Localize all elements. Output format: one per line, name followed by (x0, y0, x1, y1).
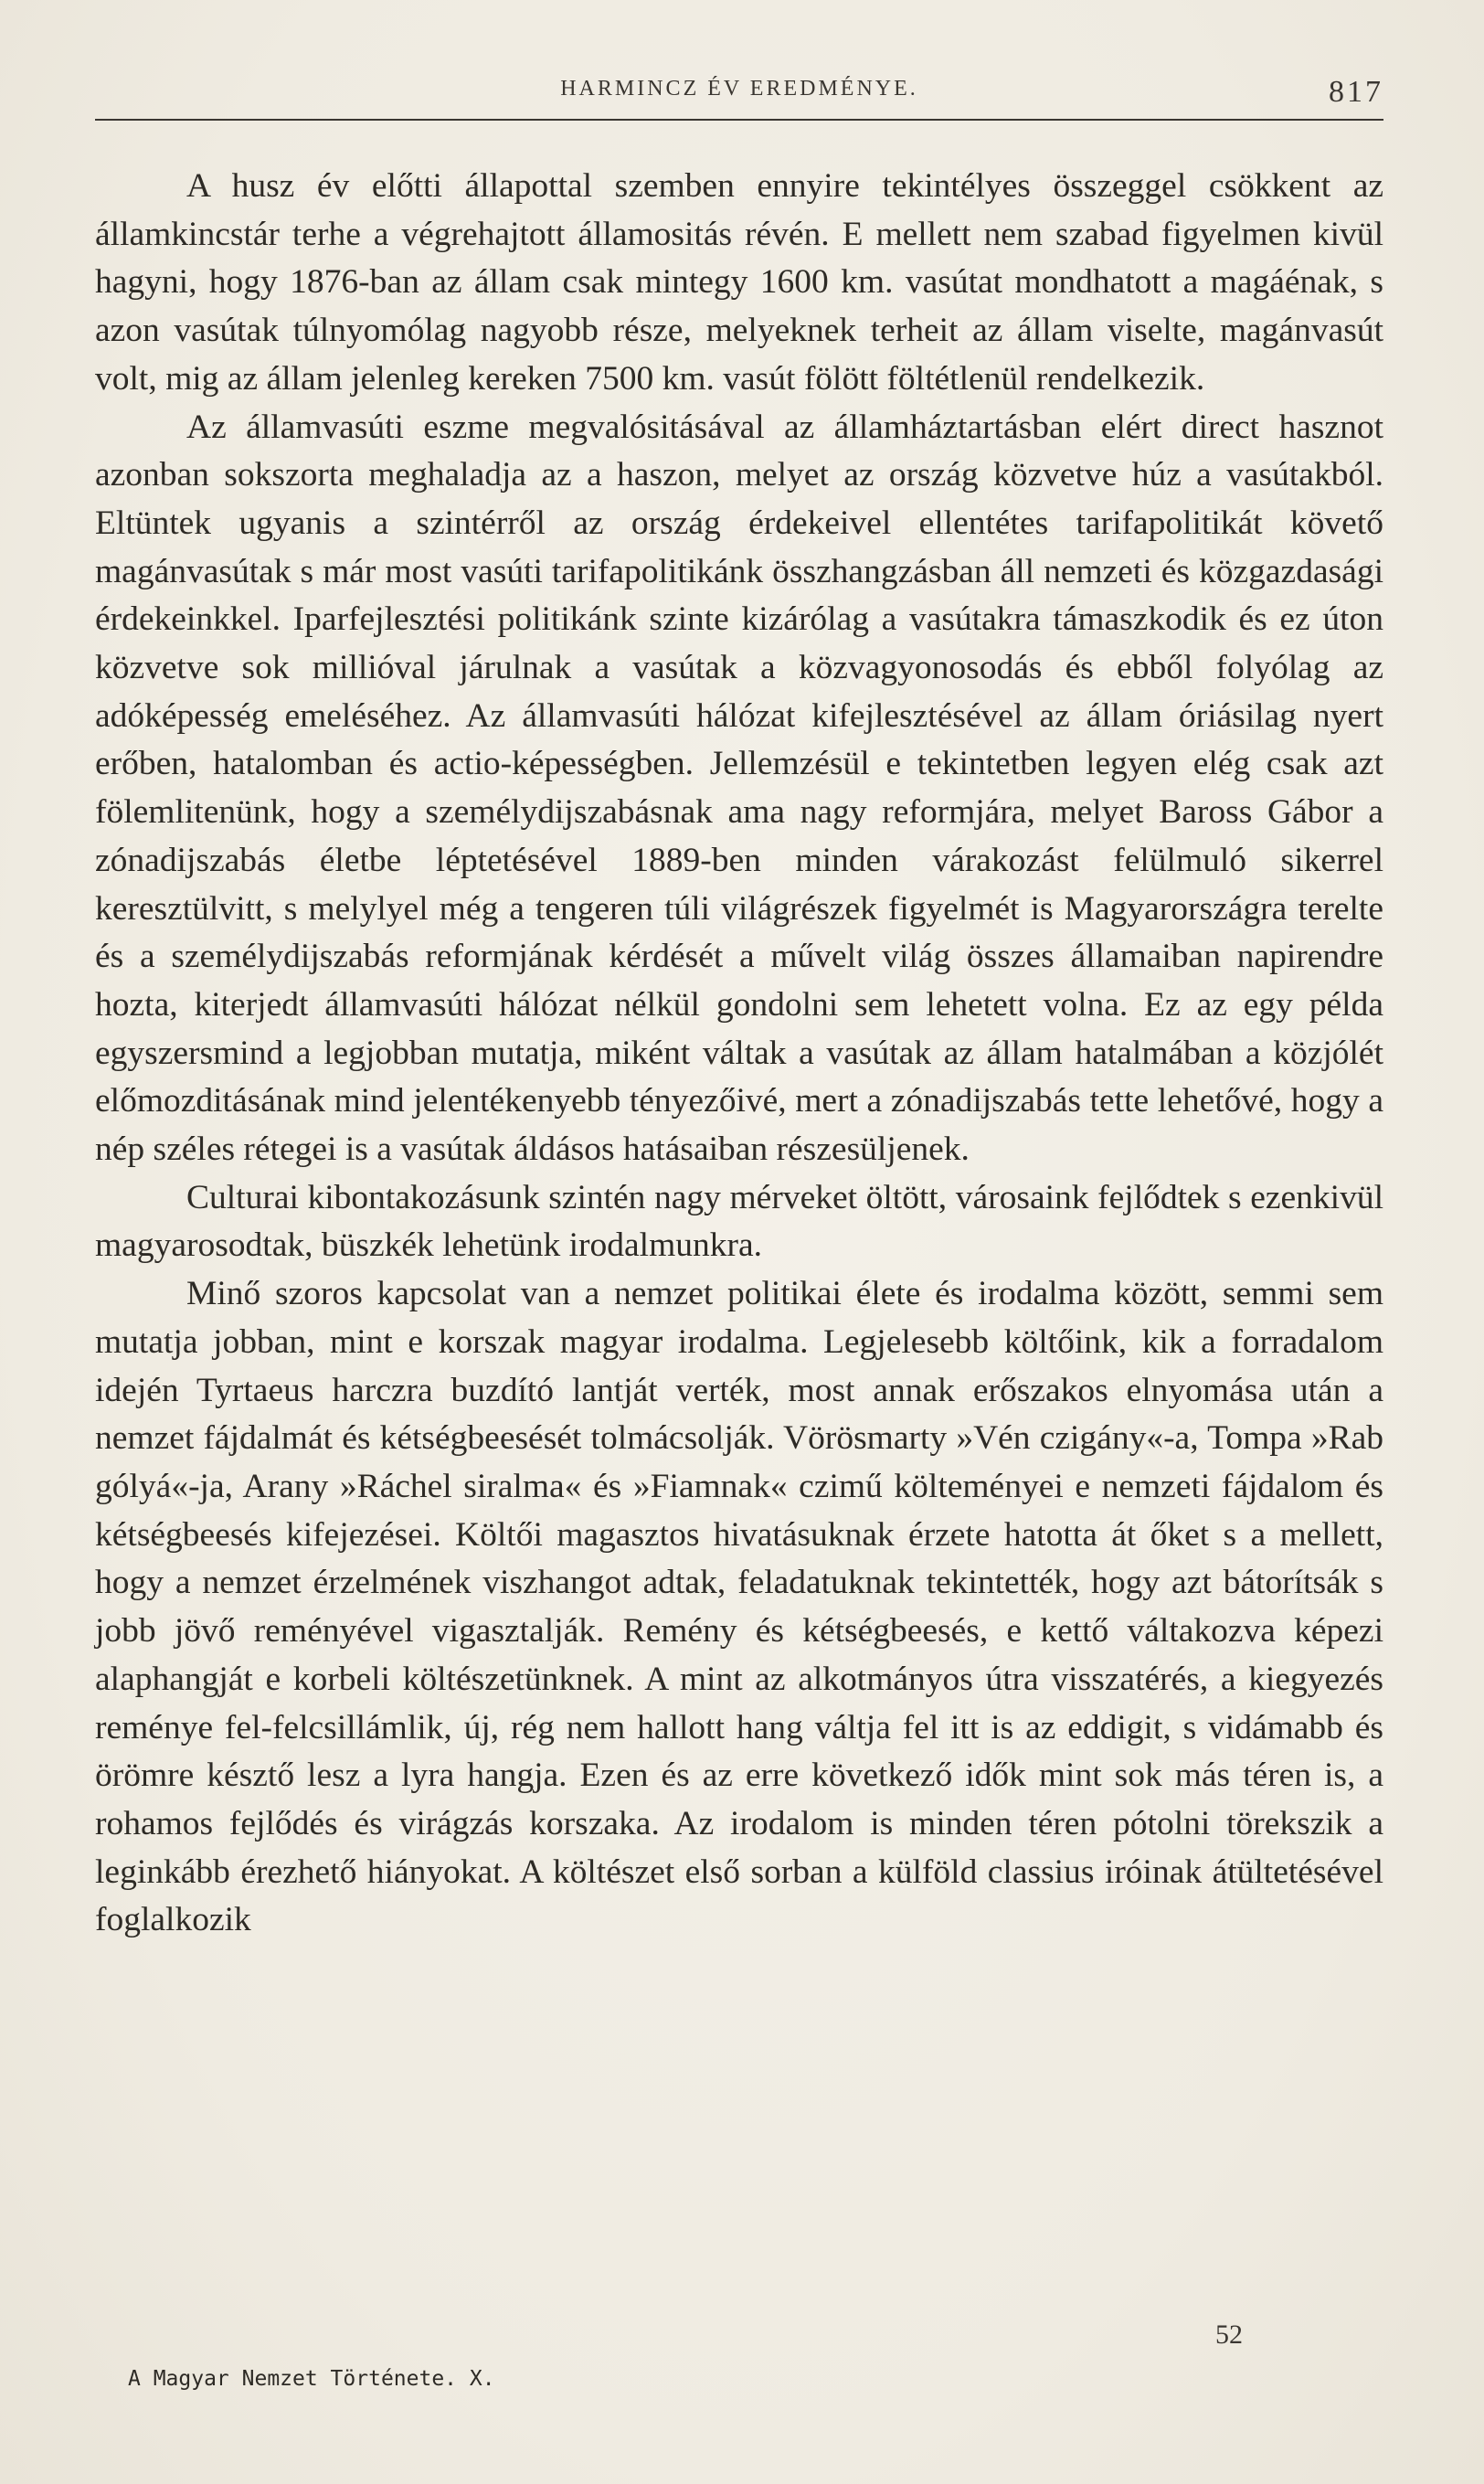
paragraph: Minő szoros kapcsolat van a nemzet politikai élete és irodalma között, semmi sem mutatja jobban, mint e korszak magyar irodalma. Legjelesebb költőink, kik a forradalom idején Tyrtaeus harczra buzdító lantját verték, most annak erőszakos elnyomása után a nemzet fájdalmát és kétségbeesését tolmácsolják. Vörösmarty »Vén czigány«-a, Tompa »Rab gólyá«-ja, Arany »Ráchel siralma« és »Fiamnak« czimű költeményei e nemzeti fájdalom és kétségbeesés kifejezései. Költői magasztos hivatásuknak érzete hatotta át őket s a mellett, hogy a nemzet érzelmének viszhangot adtak, feladatuknak tekintették, hogy azt bátorítsák s jobb jövő reményével vigasztalják. Remény és kétségbeesés, e kettő váltakozva képezi alaphangját e korbeli költészetünknek. A mint az alkotmányos útra visszatérés, a kiegyezés reménye fel-felcsillámlik, új, rég nem hallott hang váltja fel itt is az eddigit, s vidámabb és örömre késztő lesz a lyra hangja. Ezen és az erre következő idők mint sok más téren is, a rohamos fejlődés és virágzás korszaka. Az irodalom is minden téren pótolni törekszik a leginkább érezhető hiányokat. A költészet első sorban a külföld classius iróinak átültetésével foglalkozik (95, 1275, 1383, 1939)
running-title: HARMINCZ ÉV EREDMÉNYE. (560, 77, 918, 101)
paragraph: Az államvasúti eszme megvalósitásával az államháztartásban elért direct hasznot azonban sokszorta meghaladja az a haszon, melyet az ország közvetve húz a vasútakból. Eltüntek ugyanis a szintérről az ország érdekeivel ellentétes tarifapolitikát követő magánvasútak s már most vasúti tarifapolitikánk összhangzásban áll nemzeti és közgazdasági érdekeinkkel. Iparfejlesztési politikánk szinte kizárólag a vasútakra támaszkodik és ez úton közvetve sok millióval járulnak a vasútak a közvagyonosodás és ebből folyólag az adóképesség emeléséhez. Az államvasúti hálózat kifejlesztésével az állam óriásilag nyert erőben, hatalomban és actio-képességben. Jellemzésül e tekintetben legyen elég csak azt fölemlitenünk, hogy a személydijszabásnak ama nagy reformjára, melyet Baross Gábor a zónadijszabás életbe léptetésével 1889-ben minden várakozást felülmuló sikerrel keresztülvitt, s melylyel még a tengeren túli világrészek figyelmét is Magyarországra terelte és a személydijszabás reformjának kérdését a művelt világ összes államaiban napirendre hozta, kiterjedt államvasúti hálózat nélkül gondolni sem lehetett volna. Ez az egy példa egyszersmind a legjobban mutatja, miként váltak a vasútak az állam hatalmában a közjólét előmozditásának mind jelentékenyebb tényezőivé, mert a zónadijszabás tette lehetővé, hogy a nép széles rétegei is a vasútak áldásos hatásaiban részesüljenek. (95, 408, 1383, 1169)
page-footer (128, 2319, 1243, 2391)
paragraph: A husz év előtti állapottal szemben ennyire tekintélyes összeggel csökkent az államkincstár terhe a végrehajtott államositás révén. E mellett nem szabad figyelmen kivül hagyni, hogy 1876-ban az állam csak mintegy 1600 km. vasútat mondhatott a magáénak, s azon vasútak túlnyomólag nagyobb része, melyeknek terheit az állam viselte, magánvasút volt, mig az állam jelenleg kereken 7500 km. vasút fölött föltétlenül rendelkezik. (95, 167, 1383, 398)
body-text (95, 163, 1383, 1945)
running-header (95, 64, 1383, 121)
page-number: 817 (1329, 75, 1383, 109)
footer-book-title: A Magyar Nemzet Története. X. (128, 2367, 495, 2391)
paragraph: Culturai kibontakozásunk szintén nagy mérveket öltött, városaink fejlődtek s ezenkivül magyarosodtak, büszkék lehetünk irodalmunkra. (95, 1178, 1383, 1265)
signature-mark: 52 (1215, 2319, 1243, 2350)
